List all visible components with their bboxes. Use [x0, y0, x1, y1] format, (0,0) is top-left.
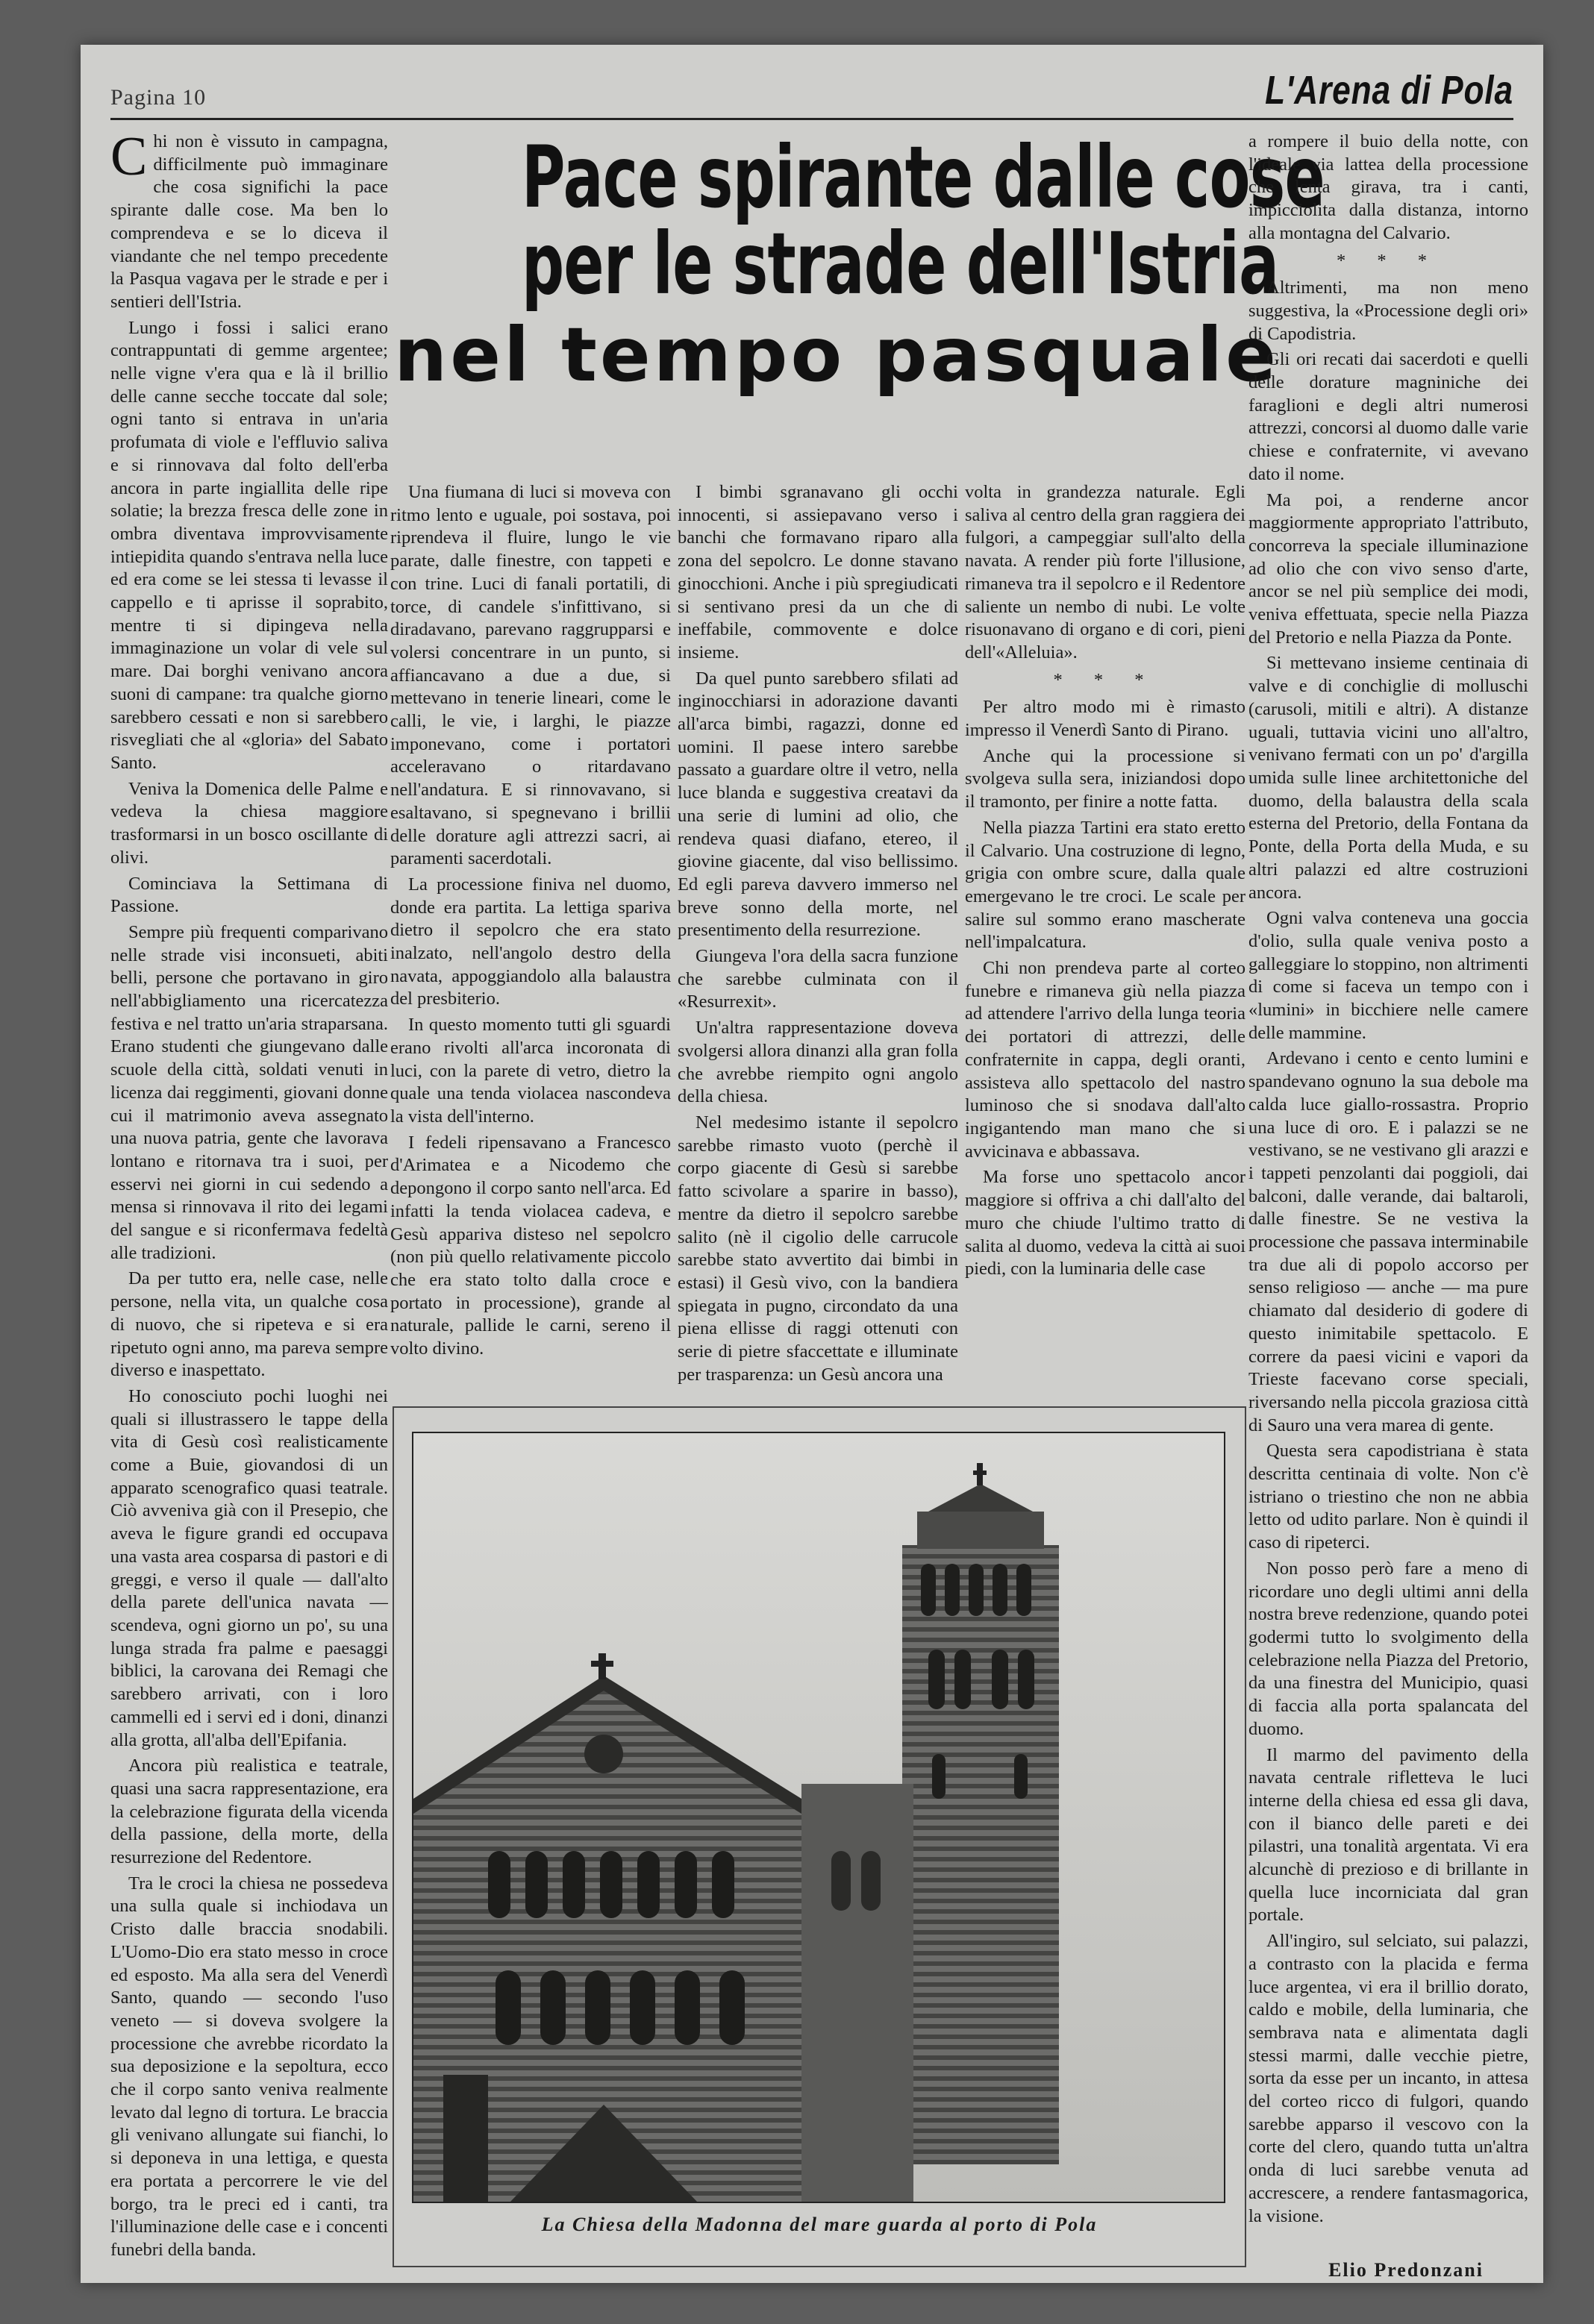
paragraph: I bimbi sgranavano gli occhi innocenti, si assiepavano verso i banchi che formavano riparo alla zona del sepolcro. Le donne stavano ginocchioni. Anche i più spregiudicati si sentivano presi da un che di ineffabile, commovente e dolce insieme. [678, 482, 958, 663]
paragraph: Ho conosciuto pochi luoghi nei quali si illustrassero le tappe della vita di Gesù così realisticamente come a Buie, giovandosi di un apparato scenografico quasi teatrale. Ciò avveniva già con il Presepio, che aveva le figure grandi ed occupava una vasta area cosparsa di pastori e di greggi, e verso il quale — dall'alto della parete dell'unica navata — scendeva, ogni giorno un po', su una lunga strada fra palme e paesaggi biblici, la carovana dei Remagi che sarebbero arrivati, con i loro cammelli ed i servi ed i doni, dinanzi alla grotta, all'alba dell'Epifania. [110, 1385, 388, 1750]
paragraph: Ogni valva conteneva una goccia d'olio, sulla quale veniva posto a galleggiare lo stoppino, non altrimenti di come si faceva un tempo con i «lumini» in bicchiere nelle camere delle mammine. [1248, 908, 1528, 1043]
article-column-1 [110, 131, 388, 2268]
headline-line-2: per le strade dell'Istria [522, 214, 1279, 313]
page-header [110, 66, 1513, 120]
paragraph: I fedeli ripensavano a Francesco d'Arimatea e a Nicodemo che depongono il corpo santo nell'arca. Ed infatti la tenda violacea cadeva, e Gesù appariva disteso nel sepolcro (non più quello relativamente piccolo che era stato tolto dalla croce e portato in processione), grande al naturale, pallide le carni, sereno il volto divino. [390, 1132, 671, 1359]
paragraph: Gli ori recati dai sacerdoti e quelli delle dorature magniniche dei faraglioni e degli altri numerosi attrezzi, concorsi al duomo dalle varie chiese e confraternite, vi avevano dato il nome. [1248, 349, 1528, 484]
paragraph: volta in grandezza naturale. Egli saliva al centro della gran raggiera dei fulgori, a campeggiar sull'alto della navata. A render più forte l'illusione, rimaneva tra il sepolcro e il Redentore saliente un nembo di nubi. Le volte risuonavano di organo e di cori, pieni dell'«Alleluia». [965, 482, 1245, 663]
paragraph: Un'altra rappresentazione doveva svolgersi allora dinanzi alla gran folla che avrebbe riempito ogni angolo della chiesa. [678, 1018, 958, 1107]
newspaper-page [81, 45, 1543, 2283]
section-separator: * * * [1337, 250, 1440, 271]
paragraph: Chi non prendeva parte al corteo funebre e rimaneva giù nella piazza ad attendere l'arrivo della lunga teoria dei portatori di attrezzi, delle confraternite in cappa, degli oranti, assisteva allo spettacolo del nastro luminoso che si snodava dall'alto ingigantendo man mano che si avvicinava e abbassava. [965, 958, 1245, 1162]
headline-line-1: Pace spirante dalle cose [522, 128, 1325, 227]
paragraph: Ardevano i cento e cento lumini e spandevano ognuno la sua debole ma calda luce giallo-rossastra. Proprio una luce di oro. E i palazzi se ne vestivano, se ne vestivano gli arazzi e i tappeti penzolanti dai poggioli, dai balconi, dalle verande, dai baltaroli, dalle finestre. Se ne vestiva la processione che passava interminabile tra due ali di popolo accorso per senso religioso — anche — ma pure chiamato dal desiderio di godere di questo inimitabile spettacolo. E correre da paesi vicini e vapori da Trieste facevano corse speciali, riversando nella piccola graziosa città di Sauro una vera marea di gente. [1248, 1048, 1528, 1435]
paragraph: Una fiumana di luci si moveva con ritmo lento e uguale, poi sostava, poi riprendeva il fluire, lungo le vie parate, dalle finestre, con tappeti e con trine. Luci di fanali portatili, di torce, di candele s'infittivano, si diradavano, parevano raggrupparsi e volersi concentrare in un punto, si affiancavano a due a due, si mettevano in tenerie lineari, come le calli, le vie, i larghi, le piazze imponevano, come i portatori acceleravano o ritardavano nell'andatura. E si rinnovavano, si esaltavano, si spegnevano i brillii delle dorature agli attrezzi sacri, ai paramenti sacerdotali. [390, 482, 671, 869]
photo-frame [393, 1406, 1246, 2267]
paragraph: Questa sera capodistriana è stata descritta centinaia di volte. Non c'è istriano o triestino che non ne abbia letto od udito parlare. Non è quindi il caso di ripeterci. [1248, 1441, 1528, 1553]
paragraph: Da per tutto era, nelle case, nelle persone, nella vita, un qualche cosa di nuovo, che si ripeteva e si era ripetuto ogni anno, ma pareva sempre diverso e inaspettato. [110, 1268, 388, 1381]
church-photo [412, 1432, 1225, 2203]
paragraph: Cominciava la Settimana di Passione. [110, 873, 388, 917]
headline [394, 128, 1325, 403]
paragraph: Da quel punto sarebbero sfilati ad inginocchiarsi in adorazione davanti all'arca bimbi, ragazzi, donne ed uomini. Il paese intero sarebbe passato a guardare oltre il vetro, nella luce blanda e suggestiva creatavi da una serie di lumini ad olio, che rendeva quasi diafano, etereo, il giovine giacente, dal viso bellissimo. Ed egli pareva davvero immerso nel breve sonno della morte, nel presentimento della resurrezione. [678, 668, 958, 941]
paragraph: Il marmo del pavimento della navata centrale rifletteva le luci interne della chiesa ed essa gli dava, con il bianco delle pareti e dei pilastri, una tonalità argentata. Vi era alcunchè di prezioso e di brillante in quella luce incorniciata dal gran portale. [1248, 1744, 1528, 1926]
paragraph: In questo momento tutti gli sguardi erano rivolti all'arca incoronata di luci, con la parete di vetro, dietro la quale una tenda violacea nascondeva la vista dell'interno. [390, 1015, 671, 1127]
paragraph: Veniva la Domenica delle Palme e vedeva la chiesa maggiore trasformarsi in un bosco oscillante di olivi. [110, 778, 388, 868]
paragraph: Lungo i fossi i salici erano contrappuntati di gemme argentee; nelle vigne v'era qua e là il brillio delle canne secche toccate dal sole; ogni tanto si entrava in un'aria profumata di viole e l'effluvio saliva e si rinnovava dal folto dell'erba ancora in parte ingiallita delle ripe solatie; la brezza fresca delle zone in ombra diventava improvvisamente intiepidita quando s'entrava nella luce ed era come se lei stessa ti levasse il cappello e ti aprisse il soprabito, mentre ti si dipingeva nella immaginazione un volar di vele sul mare. Dai borghi venivano ancora suoni di campane: tra qualche giorno sarebbero cessati e non si sarebbero risvegliati che al «gloria» del Sabato Santo. [110, 317, 388, 773]
paragraph: Non posso però fare a meno di ricordare uno degli ultimi anni della nostra breve redenzione, quando potei godermi tutto lo svolgimento della celebrazione nella Piazza del Pretorio, da una finestra del Municipio, quasi di faccia alla porta spalancata del duomo. [1248, 1558, 1528, 1739]
paragraph: Si mettevano insieme centinaia di valve e di conchiglie di molluschi (carusoli, mitili e altri). A distanze uguali, tuttavia vicini uno all'altro, venivano fermati con un po' d'argilla umida sulle linee architettoniche del duomo, della balaustra della scala esterna del Pretorio, della Fontana da Ponte, della Porta della Muda, e su altri palazzi ed altre costruzioni ancora. [1248, 653, 1528, 903]
church-illustration [413, 1433, 1224, 2202]
paragraph: Ma forse uno spettacolo ancor maggiore si offriva a chi dall'alto del muro che chiude l'ultimo tratto di salita al duomo, vedeva la città ai suoi piedi, con la luminaria delle case [965, 1167, 1245, 1280]
paragraph: Nella piazza Tartini era stato eretto il Calvario. Una costruzione di legno, grigia con ombre scure, dalla quale emergevano le tre croci. Le scale per salire sul sommo erano mascherate nell'impalcatura. [965, 817, 1245, 953]
headline-subline: nel tempo pasquale [394, 311, 1279, 398]
paragraph: a rompere il buio della notte, con l'ideale via lattea della processione che lenta girava, tra i canti, impicciolita dalla distanza, intorno alla montagna del Calvario. [1248, 131, 1528, 243]
paragraph: hi non è vissuto in campagna, difficilmente può immaginare che cosa significhi la pace spirante dalle cose. Ma ben lo comprendeva e se lo diceva il viandante che nel tempo precedente la Pasqua vagava per le strade e per i sentieri dell'Istria. [110, 131, 388, 312]
bell-tower [902, 1463, 1059, 2164]
paragraph: All'ingiro, sul selciato, sui palazzi, a contrasto con la placida e ferma luce argentea, vi era il brillio dorato, caldo e mobile, della luminaria, che sembrava nata e alimentata dagli stessi marmi, dalle vecchie pietre, sorta da esse per un incanto, in attesa del corteo ricco di fulgori, quando sarebbe apparso il vescovo con la corte del clero, quando tutta un'altra onda di luci sarebbe venuta ad accrescere, a rendere fantasmagorica, la visione. [1248, 1931, 1528, 2226]
page-number: Pagina 10 [110, 85, 207, 110]
paragraph: Per altro modo mi è rimasto impresso il Venerdì Santo di Pirano. [965, 697, 1245, 741]
paragraph: Sempre più frequenti comparivano nelle strade visi inconsueti, abiti belli, persone che portavano in giro nell'abbigliamento una ricercatezza festiva e nel tratto un'aria straparsana. Erano studenti che giungevano dalle scuole della città, soldati venuti in licenza dai reggimenti, giovani donne cui il matrimonio aveva assegnato una nuova patria, gente che lavorava lontano e ritornava tra i suoi, per esservi nei giorni in cui sedendo a mensa si rinnovava il rito dei legami del sangue e si riconfermava fedeltà alle tradizioni. [110, 921, 388, 1263]
drop-cap: C [110, 131, 148, 187]
paragraph: La processione finiva nel duomo, donde era partita. La lettiga spariva dietro il sepolcro che era stato inalzato, nell'angolo destro della navata, appoggiandolo alla balaustra del presbiterio. [390, 874, 671, 1009]
paragraph: Giungeva l'ora della sacra funzione che sarebbe culminata con il «Resurrexit». [678, 946, 958, 1012]
article-column-4 [965, 481, 1245, 1384]
article-column-5 [1248, 131, 1528, 2257]
paragraph: Anche qui la processione si svolgeva sulla sera, iniziandosi dopo il tramonto, per finire a notte fatta. [965, 745, 1245, 812]
paragraph: Ma poi, a renderne ancor maggiormente appropriato l'attributo, concorreva la speciale illuminazione ad olio che con vivo senso d'arte, ancor se nel più semplice dei modi, veniva effettuata, specie nella Piazza del Pretorio e nella Piazza da Ponte. [1248, 489, 1528, 648]
article-column-2 [390, 481, 671, 1384]
section-separator: * * * [1053, 669, 1157, 690]
paragraph: Nel medesimo istante il sepolcro sarebbe rimasto vuoto (perchè il corpo giacente di Gesù si sarebbe fatto scivolare a sparire in basso), mentre da dietro il sepolcro sarebbe salito (nè il cigolio delle carrucole sarebbe stato avvertito dai bimbi in estasi) il Gesù vivo, con la bandiera spiegata in pugno, circondato da una piena ellisse di raggi ottenuti con serie di pietre sfaccettate e illuminate per trasparenza: un Gesù ancora una [678, 1112, 958, 1384]
paragraph: Ancora più realistica e teatrale, quasi una sacra rappresentazione, era la celebrazione figurata della vicenda della passione, della morte, della resurrezione del Redentore. [110, 1755, 388, 1868]
masthead: L'Arena di Pola [1265, 68, 1513, 113]
photo-caption: La Chiesa della Madonna del mare guarda al porto di Pola [541, 2214, 1098, 2235]
paragraph: Altrimenti, ma non meno suggestiva, la «Processione degli ori» di Capodistria. [1248, 278, 1528, 344]
author-signature: Elio Predonzani [1328, 2259, 1484, 2281]
paragraph: Tra le croci la chiesa ne possedeva una sulla quale si inchiodava un Cristo dalle braccia snodabili. L'Uomo-Dio era stato messo in croce ed esposto. Ma alla sera del Venerdì Santo, quando — secondo l'uso veneto — si doveva svolgere la processione che avrebbe ricordato la sua deposizione e la sepoltura, ecco che il corpo santo veniva realmente levato dal legno di tortura. Le braccia gli venivano allungate sui fianchi, lo si deponeva in una lettiga, e questa era portata a percorrere le vie del borgo, tra le preci ed i canti, tra l'illuminazione delle case e i concenti funebri della banda. [110, 1873, 388, 2260]
article-column-3 [678, 481, 958, 1384]
